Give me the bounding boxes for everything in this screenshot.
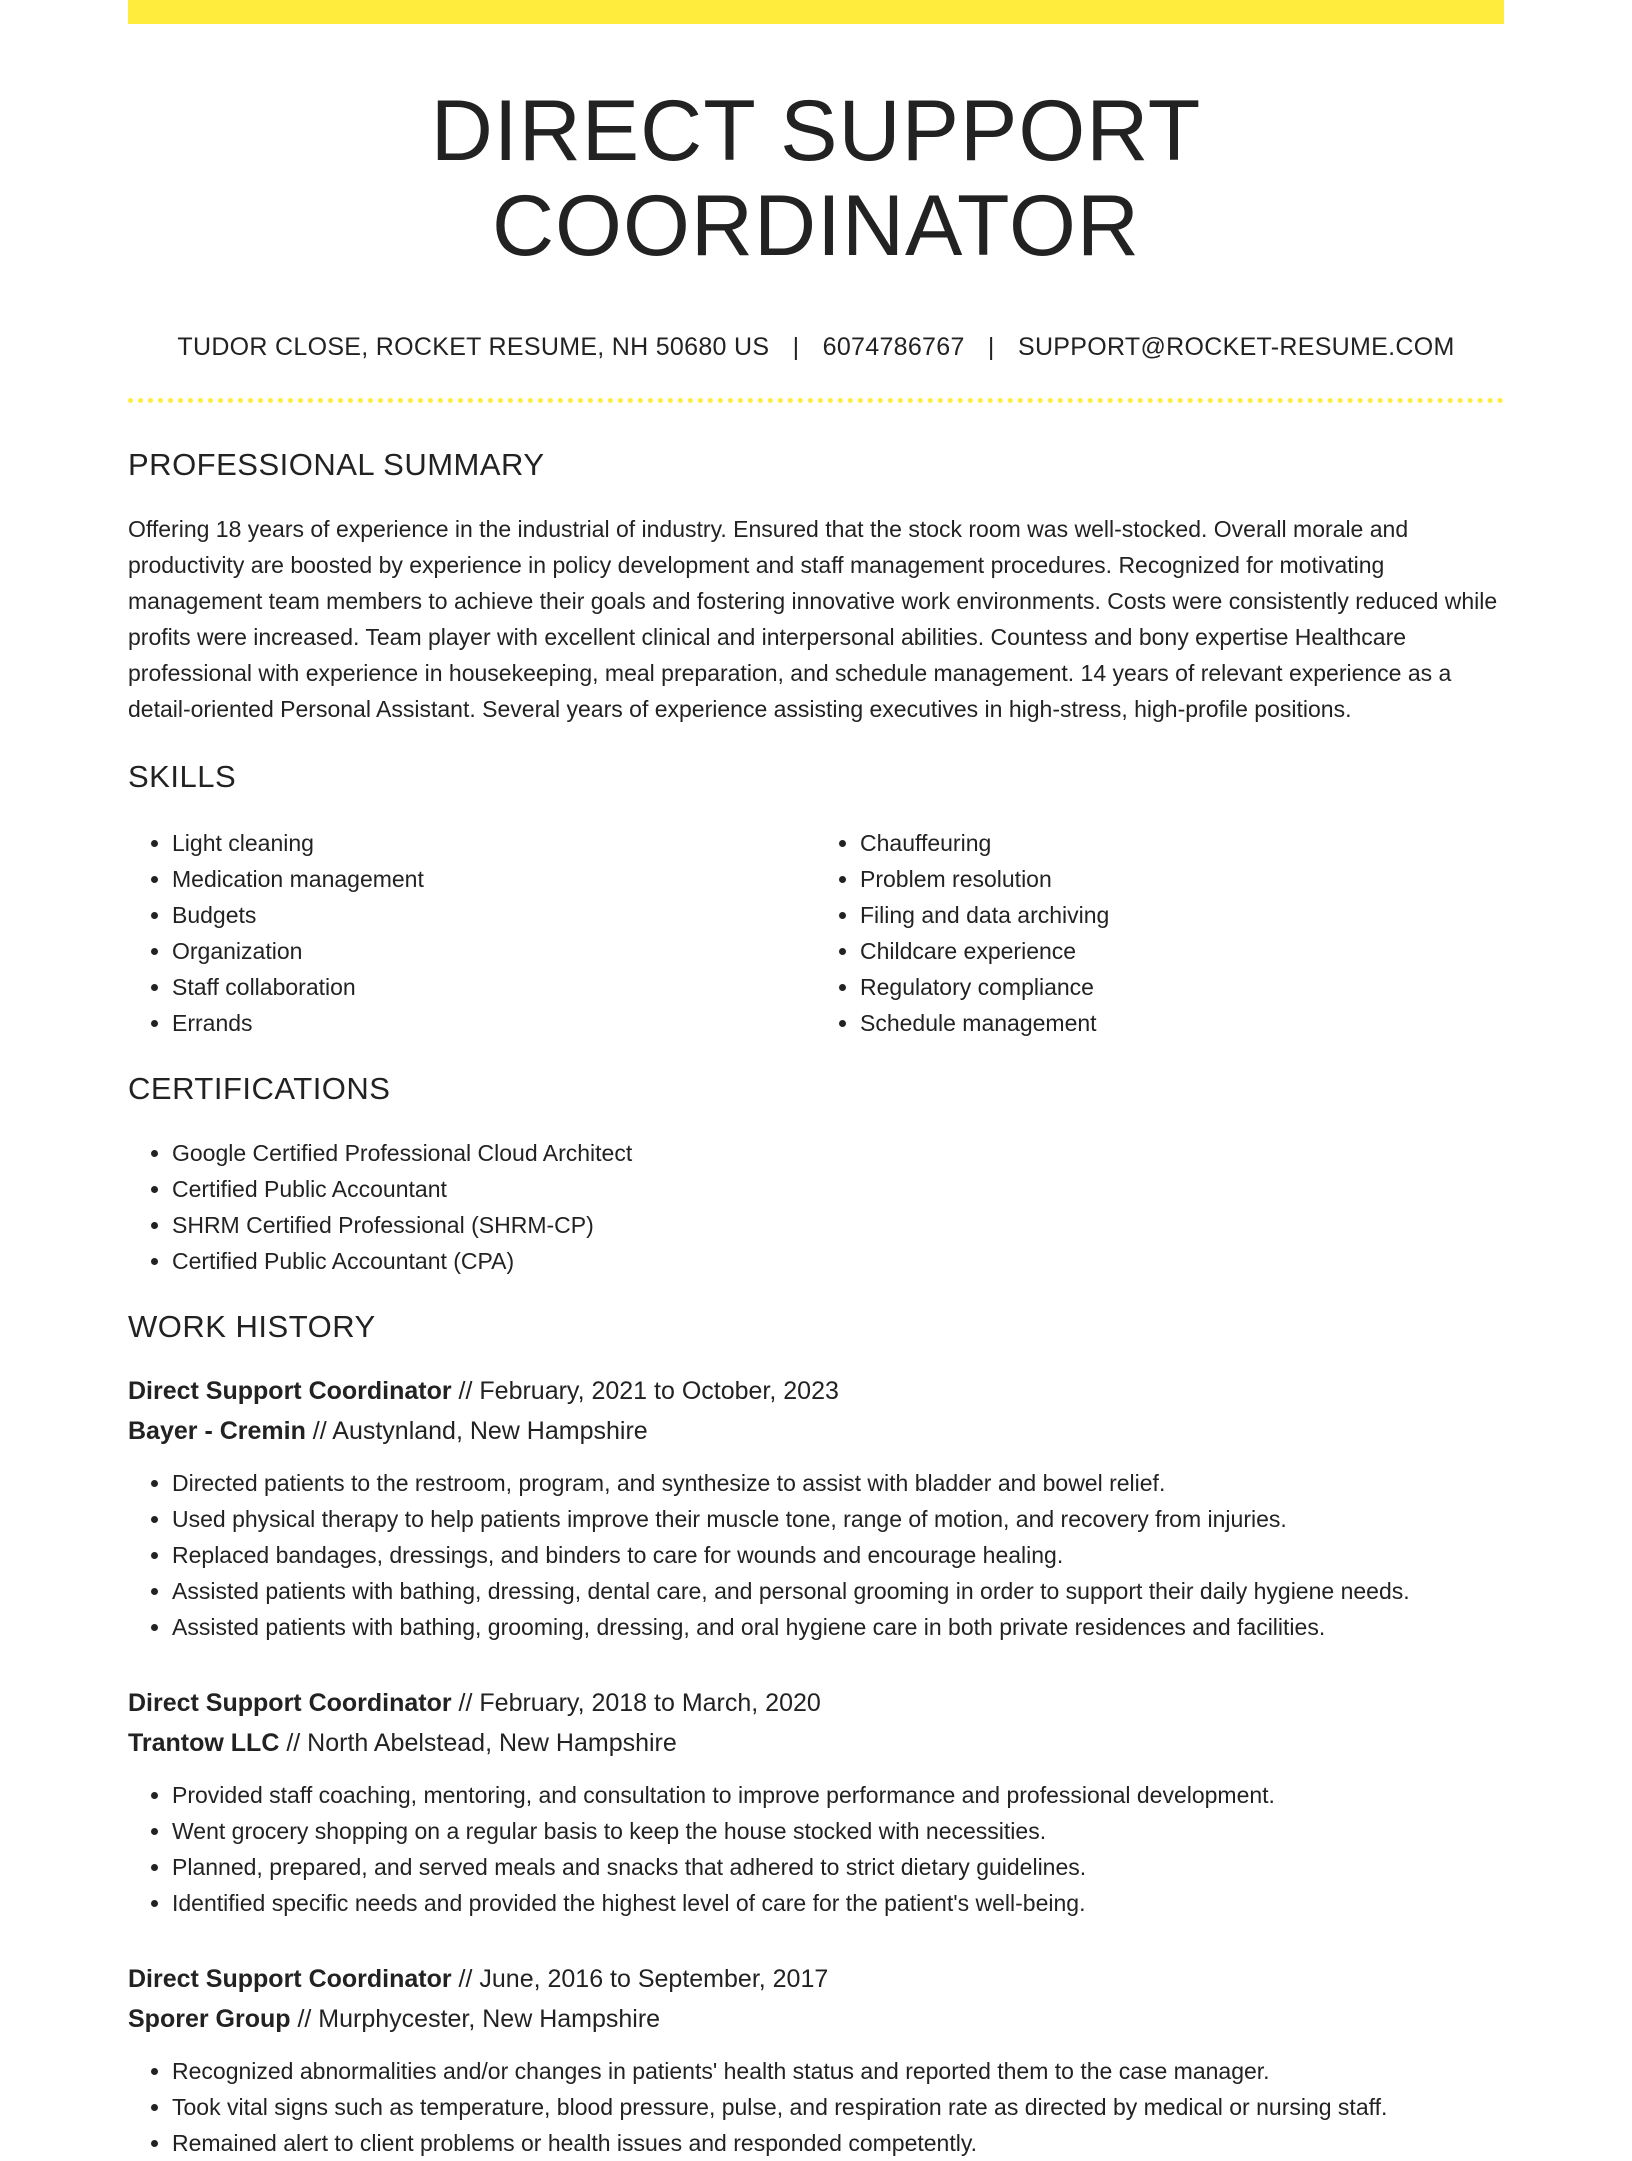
- job-company-line: [128, 1411, 1504, 1451]
- job-duty-item: • Replaced bandages, dressings, and binders to care for wounds and encourage healing.: [172, 1537, 1504, 1573]
- certifications-list: [128, 1135, 1504, 1279]
- job-company: Bayer - Cremin: [128, 1417, 306, 1446]
- job-location: // North Abelstead, New Hampshire: [279, 1729, 677, 1758]
- skills-column-right: [816, 825, 1504, 1041]
- skill-item: • Childcare experience: [860, 933, 1504, 969]
- skill-item: • Medication management: [172, 861, 816, 897]
- job-title-line: [128, 1683, 1504, 1723]
- job-duty-item: • Assisted patients with bathing, grooming, dressing, and oral hygiene care in both private residences and facilities.: [172, 1609, 1504, 1645]
- job-location: // Murphycester, New Hampshire: [290, 2005, 661, 2034]
- skills-column-left: [128, 825, 816, 1041]
- certification-item: • SHRM Certified Professional (SHRM-CP): [172, 1207, 1504, 1243]
- job-duty-item: • Provided staff coaching, mentoring, and consultation to improve performance and professional development.: [172, 1777, 1504, 1813]
- certification-item: • Certified Public Accountant: [172, 1171, 1504, 1207]
- job-role: Direct Support Coordinator: [128, 1965, 452, 1994]
- job-duty-item: • Directed patients to the restroom, program, and synthesize to assist with bladder and bowel relief.: [172, 1465, 1504, 1501]
- job-duties: [128, 2053, 1504, 2161]
- skill-item: • Chauffeuring: [860, 825, 1504, 861]
- skill-item: • Regulatory compliance: [860, 969, 1504, 1005]
- skill-item: • Problem resolution: [860, 861, 1504, 897]
- skill-item: • Light cleaning: [172, 825, 816, 861]
- job-dates: // February, 2021 to October, 2023: [451, 1377, 839, 1406]
- job-duty-item: • Took vital signs such as temperature, blood pressure, pulse, and respiration rate as directed by medical or nursing staff.: [172, 2089, 1504, 2125]
- job-duty-item: • Used physical therapy to help patients improve their muscle tone, range of motion, and recovery from injuries.: [172, 1501, 1504, 1537]
- contact-email[interactable]: SUPPORT@ROCKET-RESUME.COM: [1017, 333, 1455, 362]
- summary-text: Offering 18 years of experience in the industrial of industry. Ensured that the stock room was well-stocked. Overall morale and productivity are boosted by experience in policy development and staff management procedures. Recognized for motivating management team members to achieve their goals and fostering innovative work environments. Costs were consistently reduced while profits were increased. Team player with excellent clinical and interpersonal abilities. Countess and bony expertise Healthcare professional with experience in housekeeping, meal preparation, and schedule management. 14 years of relevant experience as a detail-oriented Personal Assistant. Several years of experience assisting executives in high-stress, high-profile positions.: [128, 516, 1498, 723]
- job-company: Sporer Group: [128, 2005, 291, 2034]
- skill-item: • Organization: [172, 933, 816, 969]
- job-location: // Austynland, New Hampshire: [305, 1417, 648, 1446]
- job-title-line: [128, 1959, 1504, 1999]
- work-history-heading: WORK HISTORY: [128, 1309, 376, 1345]
- summary-heading: PROFESSIONAL SUMMARY: [128, 447, 545, 483]
- job-role: Direct Support Coordinator: [128, 1689, 452, 1718]
- skill-item: • Staff collaboration: [172, 969, 816, 1005]
- top-accent-bar: [128, 0, 1504, 24]
- resume-name: DIRECT SUPPORT COORDINATOR: [430, 83, 1202, 274]
- skills-list: [128, 825, 1504, 1041]
- contact-address: TUDOR CLOSE, ROCKET RESUME, NH 50680 US: [177, 333, 770, 362]
- job-entry: [128, 1683, 1504, 1921]
- skills-heading: SKILLS: [128, 759, 237, 795]
- job-company-line: [128, 1723, 1504, 1763]
- job-duty-item: • Assisted patients with bathing, dressing, dental care, and personal grooming in order to support their daily hygiene needs.: [172, 1573, 1504, 1609]
- job-entry: [128, 1959, 1504, 2161]
- contact-phone: 6074786767: [822, 333, 965, 362]
- contact-separator: |: [792, 333, 800, 362]
- job-role: Direct Support Coordinator: [128, 1377, 452, 1406]
- job-company-line: [128, 1999, 1504, 2039]
- job-duty-item: • Remained alert to client problems or health issues and responded competently.: [172, 2125, 1504, 2161]
- job-dates: // June, 2016 to September, 2017: [451, 1965, 829, 1994]
- job-duties: [128, 1465, 1504, 1645]
- skill-item: • Budgets: [172, 897, 816, 933]
- dotted-divider: [128, 398, 1504, 403]
- job-duty-item: • Identified specific needs and provided the highest level of care for the patient's well-being.: [172, 1885, 1504, 1921]
- job-duty-item: • Recognized abnormalities and/or changes in patients' health status and reported them to the case manager.: [172, 2053, 1504, 2089]
- job-entry: [128, 1371, 1504, 1645]
- certification-item: • Google Certified Professional Cloud Architect: [172, 1135, 1504, 1171]
- skill-item: • Schedule management: [860, 1005, 1504, 1041]
- job-duty-item: • Planned, prepared, and served meals and snacks that adhered to strict dietary guidelines.: [172, 1849, 1504, 1885]
- job-title-line: [128, 1371, 1504, 1411]
- certification-item: • Certified Public Accountant (CPA): [172, 1243, 1504, 1279]
- skill-item: • Errands: [172, 1005, 816, 1041]
- job-company: Trantow LLC: [128, 1729, 280, 1758]
- contact-separator: |: [987, 333, 995, 362]
- job-duty-item: • Went grocery shopping on a regular basis to keep the house stocked with necessities.: [172, 1813, 1504, 1849]
- certifications-heading: CERTIFICATIONS: [128, 1071, 391, 1107]
- contact-line: [128, 333, 1504, 362]
- job-dates: // February, 2018 to March, 2020: [451, 1689, 821, 1718]
- job-duties: [128, 1777, 1504, 1921]
- skill-item: • Filing and data archiving: [860, 897, 1504, 933]
- resume-page: [128, 0, 1504, 2161]
